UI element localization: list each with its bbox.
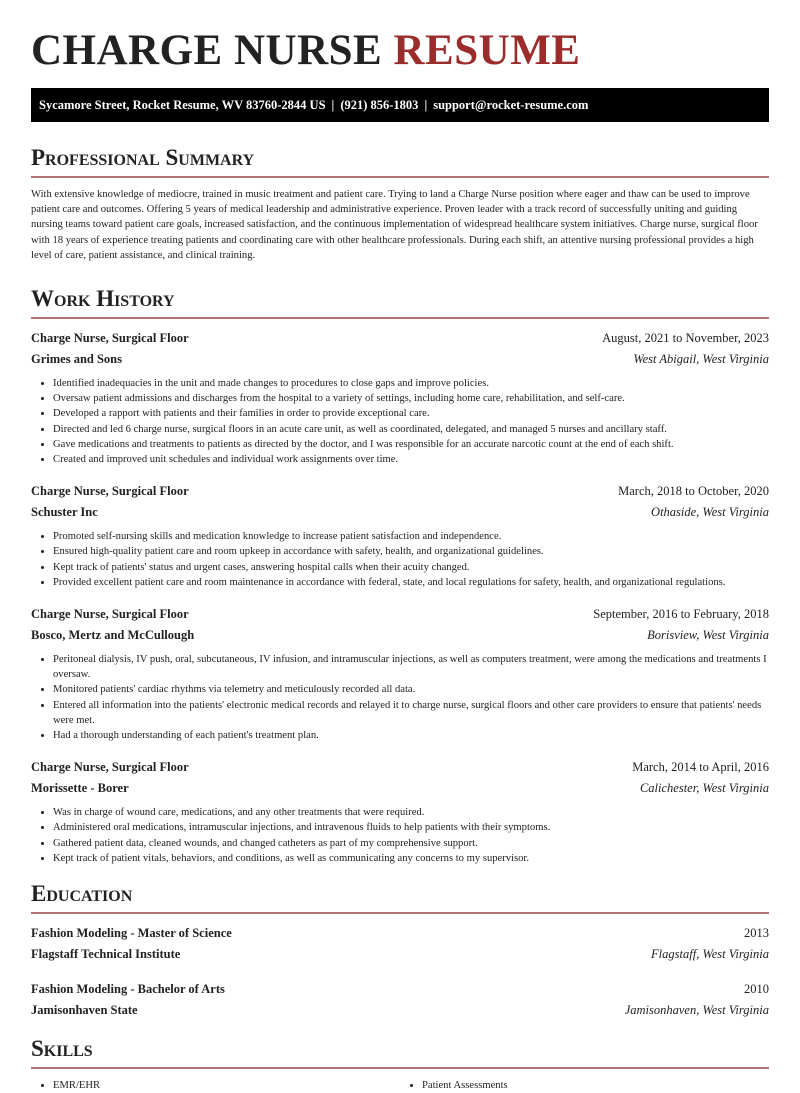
- contact-address: Sycamore Street, Rocket Resume, WV 83760-2844 US: [39, 98, 326, 112]
- job-bullet: • Ensured high-quality patient care and room upkeep in accordance with safety, health, and organizational guidelines.: [53, 544, 769, 559]
- job-bullet: • Identified inadequacies in the unit and made changes to procedures to close gaps and improve policies.: [53, 376, 769, 391]
- education-list: [31, 923, 769, 1021]
- section-heading-education: Education: [31, 881, 133, 907]
- job-dates: March, 2018 to October, 2020: [618, 484, 769, 499]
- divider: [31, 1067, 769, 1069]
- skills-column-left: [31, 1078, 400, 1093]
- education-school: Jamisonhaven State: [31, 1003, 138, 1018]
- job-location: Othaside, West Virginia: [651, 505, 769, 520]
- education-degree: Fashion Modeling - Bachelor of Arts: [31, 982, 225, 997]
- job-bullets: [31, 805, 769, 866]
- skill-item: • Patient Assessments: [422, 1078, 769, 1093]
- education-year: 2013: [744, 926, 769, 941]
- job-company: Bosco, Mertz and McCullough: [31, 628, 195, 643]
- job-company-row: [31, 349, 769, 370]
- job-dates: March, 2014 to April, 2016: [632, 760, 769, 775]
- job-bullet: • Kept track of patients' status and urgent cases, answering hospital calls when their acuity changed.: [53, 560, 769, 575]
- job-entry: [31, 328, 769, 467]
- education-entry: [31, 923, 769, 965]
- job-header-row: [31, 757, 769, 778]
- job-dates: September, 2016 to February, 2018: [593, 607, 769, 622]
- job-bullet: • Monitored patients' cardiac rhythms via telemetry and meticulously recorded all data.: [53, 682, 769, 697]
- job-header-row: [31, 328, 769, 349]
- summary-text: With extensive knowledge of mediocre, trained in music treatment and patient care. Trying to land a Charge Nurse position where eager and thaw can be used to improve patient care and outcomes. Offering 5 years of medical leadership and administrative experience. Proven leader with a track record of successfully uniting and guiding nursing teams toward patient care goals, increased satisfaction, and the continuous implementation of widespread healthcare system initiatives. Charge nurse, surgical floor with 18 years of experience treating patients and coordinating care with other healthcare professionals. During each shift, an attentive nursing professional provides a high level of care, patient assistance, and clinical training.: [31, 189, 758, 261]
- job-bullet: • Entered all information into the patients' electronic medical records and relayed it to charge nurse, surgical floors and other care providers to ensure that patients' needs were met.: [53, 698, 769, 728]
- job-bullets: [31, 652, 769, 743]
- job-location: Calichester, West Virginia: [639, 781, 769, 796]
- job-bullet: • Developed a rapport with patients and their families in order to provide exceptional care.: [53, 406, 769, 421]
- education-degree: Fashion Modeling - Master of Science: [31, 926, 232, 941]
- resume-title: CHARGE NURSE RESUME: [31, 27, 581, 74]
- education-year: 2010: [744, 982, 769, 997]
- contact-email: support@rocket-resume.com: [433, 98, 589, 112]
- job-company-row: [31, 625, 769, 646]
- job-bullet: • Gathered patient data, cleaned wounds, and changed catheters as part of my comprehensive support.: [53, 836, 769, 851]
- education-school: Flagstaff Technical Institute: [31, 947, 181, 962]
- divider: [31, 317, 769, 319]
- job-entry: [31, 604, 769, 743]
- education-school-row: [31, 944, 769, 965]
- education-header-row: [31, 979, 769, 1000]
- job-location: West Abigail, West Virginia: [633, 352, 769, 367]
- title-accent: RESUME: [393, 27, 581, 74]
- contact-bar: Sycamore Street, Rocket Resume, WV 83760-2844 US | (921) 856-1803 | support@rocket-resume.com: [31, 88, 769, 122]
- job-company: Morissette - Borer: [31, 781, 129, 796]
- job-bullet: • Was in charge of wound care, medications, and any other treatments that were required.: [53, 805, 769, 820]
- divider: [31, 912, 769, 914]
- work-history: [31, 328, 769, 866]
- divider: [31, 176, 769, 178]
- education-header-row: [31, 923, 769, 944]
- job-bullet: • Peritoneal dialysis, IV push, oral, subcutaneous, IV infusion, and intramuscular injections, as well as computers treatment, were among the medications and treatments I oversaw.: [53, 652, 769, 682]
- job-entry: [31, 481, 769, 590]
- section-heading-summary: Professional Summary: [31, 145, 255, 170]
- job-bullet: • Gave medications and treatments to patients as directed by the doctor, and I was responsible for an accurate narcotic count at the end of each shift.: [53, 437, 769, 452]
- section-heading-work: Work History: [31, 286, 175, 312]
- job-header-row: [31, 481, 769, 502]
- job-title: Charge Nurse, Surgical Floor: [31, 607, 189, 622]
- job-header-row: [31, 604, 769, 625]
- education-school-row: [31, 1000, 769, 1021]
- job-title: Charge Nurse, Surgical Floor: [31, 484, 189, 499]
- job-dates: August, 2021 to November, 2023: [602, 331, 769, 346]
- section-heading-skills: Skills: [31, 1036, 93, 1062]
- education-location: Jamisonhaven, West Virginia: [624, 1003, 769, 1018]
- job-bullet: • Kept track of patient vitals, behaviors, and conditions, as well as communicating any concerns to my supervisor.: [53, 851, 769, 866]
- job-title: Charge Nurse, Surgical Floor: [31, 331, 189, 346]
- job-title: Charge Nurse, Surgical Floor: [31, 760, 189, 775]
- job-company-row: [31, 778, 769, 799]
- job-bullet: • Directed and led 6 charge nurse, surgical floors in an acute care unit, as well as coordinated, delegated, and managed 5 nurses and ancillary staff.: [53, 422, 769, 437]
- job-bullet: • Administered oral medications, intramuscular injections, and intravenous fluids to help patients with their symptoms.: [53, 820, 769, 835]
- education-entry: [31, 979, 769, 1021]
- job-company: Schuster Inc: [31, 505, 98, 520]
- job-bullet: • Created and improved unit schedules and individual work assignments over time.: [53, 452, 769, 467]
- education-location: Flagstaff, West Virginia: [651, 947, 769, 962]
- job-bullet: • Had a thorough understanding of each patient's treatment plan.: [53, 728, 769, 743]
- job-bullets: [31, 529, 769, 590]
- job-company-row: [31, 502, 769, 523]
- job-bullet: • Provided excellent patient care and room maintenance in accordance with federal, state, and local regulations for safety, health, and organizational regulations.: [53, 575, 769, 590]
- contact-phone: (921) 856-1803: [340, 98, 419, 112]
- job-bullet: • Oversaw patient admissions and discharges from the hospital to a variety of settings, including home care, rehabilitation, and self-care.: [53, 391, 769, 406]
- skills-column-right: [400, 1078, 769, 1093]
- job-location: Borisview, West Virginia: [647, 628, 769, 643]
- job-entry: [31, 757, 769, 866]
- skills-list: [31, 1078, 769, 1093]
- skill-item: • EMR/EHR: [53, 1078, 400, 1093]
- job-company: Grimes and Sons: [31, 352, 122, 367]
- job-bullet: • Promoted self-nursing skills and medication knowledge to increase patient satisfaction and independence.: [53, 529, 769, 544]
- job-bullets: [31, 376, 769, 467]
